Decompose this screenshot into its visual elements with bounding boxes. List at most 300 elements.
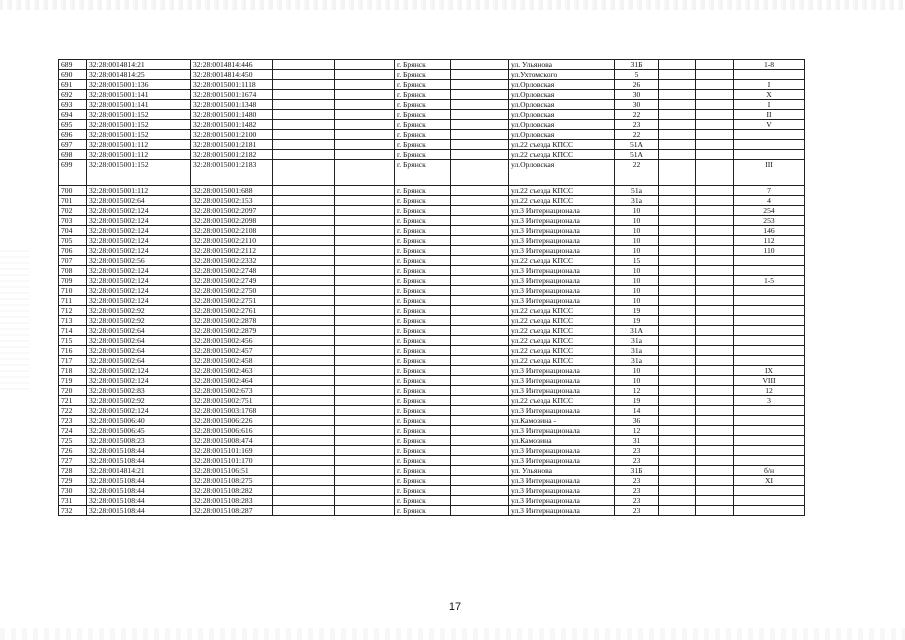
empty-cell — [696, 226, 734, 236]
row-number: 707 — [59, 256, 87, 266]
empty-cell — [451, 110, 509, 120]
premise-number-cell: III — [734, 160, 805, 186]
empty-cell — [696, 70, 734, 80]
empty-cell — [696, 276, 734, 286]
empty-cell — [659, 80, 696, 90]
empty-cell — [696, 456, 734, 466]
house-number-cell: 31а — [615, 196, 659, 206]
table-row — [59, 206, 805, 216]
city-cell: г. Брянск — [395, 456, 451, 466]
parcel-cadastral-number: 32:28:0015002:124 — [87, 406, 191, 416]
empty-cell — [451, 296, 509, 306]
empty-cell — [696, 386, 734, 396]
table-row — [59, 110, 805, 120]
city-cell: г. Брянск — [395, 226, 451, 236]
table-row — [59, 266, 805, 276]
premise-number-cell — [734, 316, 805, 326]
row-number: 703 — [59, 216, 87, 226]
house-number-cell: 19 — [615, 396, 659, 406]
street-cell: ул.3 Интернационала — [509, 236, 615, 246]
object-cadastral-number: 32:28:0015106:51 — [191, 466, 273, 476]
premise-number-cell — [734, 306, 805, 316]
empty-cell — [696, 60, 734, 70]
empty-cell — [273, 246, 335, 256]
empty-cell — [335, 316, 395, 326]
street-cell: ул.3 Интернационала — [509, 476, 615, 486]
row-number: 691 — [59, 80, 87, 90]
house-number-cell: 31а — [615, 356, 659, 366]
empty-cell — [696, 426, 734, 436]
object-cadastral-number: 32:28:0015101:169 — [191, 446, 273, 456]
parcel-cadastral-number: 32:28:0014814:21 — [87, 60, 191, 70]
object-cadastral-number: 32:28:0015001:688 — [191, 186, 273, 196]
empty-cell — [451, 456, 509, 466]
empty-cell — [451, 496, 509, 506]
street-cell: ул.Орловская — [509, 120, 615, 130]
city-cell: г. Брянск — [395, 406, 451, 416]
parcel-cadastral-number: 32:28:0015002:124 — [87, 276, 191, 286]
empty-cell — [451, 316, 509, 326]
table-row — [59, 406, 805, 416]
row-number: 731 — [59, 496, 87, 506]
row-number: 706 — [59, 246, 87, 256]
premise-number-cell — [734, 296, 805, 306]
street-cell: ул.22 съезда КПСС — [509, 196, 615, 206]
table-row — [59, 120, 805, 130]
table-row — [59, 60, 805, 70]
house-number-cell: 51а — [615, 186, 659, 196]
empty-cell — [696, 90, 734, 100]
object-cadastral-number: 32:28:0015002:2110 — [191, 236, 273, 246]
premise-number-cell: 253 — [734, 216, 805, 226]
empty-cell — [659, 316, 696, 326]
row-number: 714 — [59, 326, 87, 336]
empty-cell — [659, 396, 696, 406]
empty-cell — [335, 286, 395, 296]
table-row — [59, 476, 805, 486]
empty-cell — [335, 416, 395, 426]
empty-cell — [659, 140, 696, 150]
house-number-cell: 10 — [615, 296, 659, 306]
row-number: 702 — [59, 206, 87, 216]
empty-cell — [451, 256, 509, 266]
table-row — [59, 130, 805, 140]
table-row — [59, 90, 805, 100]
object-cadastral-number: 32:28:0014814:450 — [191, 70, 273, 80]
house-number-cell: 31а — [615, 346, 659, 356]
row-number: 732 — [59, 506, 87, 516]
house-number-cell: 31Б — [615, 466, 659, 476]
empty-cell — [335, 140, 395, 150]
empty-cell — [273, 100, 335, 110]
street-cell: ул.22 съезда КПСС — [509, 396, 615, 406]
empty-cell — [335, 216, 395, 226]
parcel-cadastral-number: 32:28:0015002:64 — [87, 336, 191, 346]
empty-cell — [273, 186, 335, 196]
empty-cell — [273, 336, 335, 346]
empty-cell — [273, 446, 335, 456]
object-cadastral-number: 32:28:0015001:1674 — [191, 90, 273, 100]
city-cell: г. Брянск — [395, 426, 451, 436]
premise-number-cell — [734, 140, 805, 150]
street-cell: ул.3 Интернационала — [509, 266, 615, 276]
object-cadastral-number: 32:28:0014814:446 — [191, 60, 273, 70]
object-cadastral-number: 32:28:0015001:2182 — [191, 150, 273, 160]
premise-number-cell: 112 — [734, 236, 805, 246]
empty-cell — [335, 70, 395, 80]
row-number: 698 — [59, 150, 87, 160]
empty-cell — [696, 416, 734, 426]
premise-number-cell: б/н — [734, 466, 805, 476]
empty-cell — [659, 466, 696, 476]
parcel-cadastral-number: 32:28:0015002:56 — [87, 256, 191, 266]
house-number-cell: 30 — [615, 100, 659, 110]
empty-cell — [696, 476, 734, 486]
empty-cell — [335, 110, 395, 120]
city-cell: г. Брянск — [395, 150, 451, 160]
empty-cell — [451, 90, 509, 100]
premise-number-cell: 1-5 — [734, 276, 805, 286]
parcel-cadastral-number: 32:28:0015002:124 — [87, 366, 191, 376]
parcel-cadastral-number: 32:28:0015002:124 — [87, 236, 191, 246]
row-number: 716 — [59, 346, 87, 356]
premise-number-cell: XI — [734, 476, 805, 486]
premise-number-cell: V — [734, 120, 805, 130]
house-number-cell: 23 — [615, 496, 659, 506]
table-row — [59, 456, 805, 466]
table-row — [59, 196, 805, 206]
empty-cell — [451, 396, 509, 406]
row-number: 713 — [59, 316, 87, 326]
empty-cell — [451, 406, 509, 416]
parcel-cadastral-number: 32:28:0015001:112 — [87, 140, 191, 150]
parcel-cadastral-number: 32:28:0015001:136 — [87, 80, 191, 90]
premise-number-cell — [734, 446, 805, 456]
scan-noise-bottom — [0, 628, 905, 640]
empty-cell — [335, 186, 395, 196]
table-row — [59, 226, 805, 236]
empty-cell — [273, 466, 335, 476]
table-row — [59, 246, 805, 256]
empty-cell — [451, 476, 509, 486]
empty-cell — [451, 266, 509, 276]
row-number: 709 — [59, 276, 87, 286]
object-cadastral-number: 32:28:0015002:2749 — [191, 276, 273, 286]
city-cell: г. Брянск — [395, 496, 451, 506]
parcel-cadastral-number: 32:28:0015108:44 — [87, 456, 191, 466]
scan-noise-left — [0, 250, 30, 390]
empty-cell — [451, 356, 509, 366]
empty-cell — [451, 100, 509, 110]
empty-cell — [696, 366, 734, 376]
registry-table — [58, 59, 805, 516]
empty-cell — [696, 376, 734, 386]
empty-cell — [273, 266, 335, 276]
table-row — [59, 80, 805, 90]
empty-cell — [451, 376, 509, 386]
street-cell: ул.22 съезда КПСС — [509, 346, 615, 356]
parcel-cadastral-number: 32:28:0015002:124 — [87, 376, 191, 386]
city-cell: г. Брянск — [395, 266, 451, 276]
empty-cell — [696, 466, 734, 476]
city-cell: г. Брянск — [395, 306, 451, 316]
parcel-cadastral-number: 32:28:0015108:44 — [87, 446, 191, 456]
city-cell: г. Брянск — [395, 236, 451, 246]
row-number: 717 — [59, 356, 87, 366]
empty-cell — [451, 150, 509, 160]
empty-cell — [273, 120, 335, 130]
empty-cell — [451, 286, 509, 296]
table-row — [59, 100, 805, 110]
object-cadastral-number: 32:28:0015001:2183 — [191, 160, 273, 186]
empty-cell — [451, 346, 509, 356]
street-cell: ул.3 Интернационала — [509, 386, 615, 396]
empty-cell — [696, 110, 734, 120]
house-number-cell: 30 — [615, 90, 659, 100]
empty-cell — [696, 216, 734, 226]
street-cell: ул.22 съезда КПСС — [509, 306, 615, 316]
empty-cell — [451, 130, 509, 140]
row-number: 697 — [59, 140, 87, 150]
empty-cell — [696, 396, 734, 406]
street-cell: ул.3 Интернационала — [509, 456, 615, 466]
premise-number-cell — [734, 496, 805, 506]
parcel-cadastral-number: 32:28:0015008:23 — [87, 436, 191, 446]
object-cadastral-number: 32:28:0015002:2751 — [191, 296, 273, 306]
empty-cell — [335, 120, 395, 130]
house-number-cell: 23 — [615, 446, 659, 456]
premise-number-cell: II — [734, 110, 805, 120]
empty-cell — [273, 130, 335, 140]
empty-cell — [696, 406, 734, 416]
empty-cell — [273, 306, 335, 316]
street-cell: ул.3 Интернационала — [509, 376, 615, 386]
parcel-cadastral-number: 32:28:0014814:25 — [87, 70, 191, 80]
empty-cell — [273, 296, 335, 306]
empty-cell — [696, 326, 734, 336]
empty-cell — [273, 356, 335, 366]
table-row — [59, 70, 805, 80]
empty-cell — [335, 396, 395, 406]
house-number-cell: 23 — [615, 456, 659, 466]
row-number: 725 — [59, 436, 87, 446]
empty-cell — [696, 436, 734, 446]
object-cadastral-number: 32:28:0015002:2750 — [191, 286, 273, 296]
premise-number-cell — [734, 486, 805, 496]
premise-number-cell: VIII — [734, 376, 805, 386]
street-cell: ул.22 съезда КПСС — [509, 336, 615, 346]
house-number-cell: 19 — [615, 316, 659, 326]
premise-number-cell — [734, 416, 805, 426]
empty-cell — [659, 110, 696, 120]
empty-cell — [659, 130, 696, 140]
empty-cell — [273, 426, 335, 436]
empty-cell — [335, 346, 395, 356]
empty-cell — [696, 306, 734, 316]
object-cadastral-number: 32:28:0015001:2181 — [191, 140, 273, 150]
premise-number-cell — [734, 426, 805, 436]
empty-cell — [335, 356, 395, 366]
premise-number-cell: IX — [734, 366, 805, 376]
empty-cell — [696, 296, 734, 306]
empty-cell — [335, 130, 395, 140]
premise-number-cell: 12 — [734, 386, 805, 396]
object-cadastral-number: 32:28:0015002:456 — [191, 336, 273, 346]
street-cell: ул.3 Интернационала — [509, 506, 615, 516]
empty-cell — [273, 496, 335, 506]
row-number: 710 — [59, 286, 87, 296]
empty-cell — [335, 196, 395, 206]
object-cadastral-number: 32:28:0015002:153 — [191, 196, 273, 206]
empty-cell — [696, 196, 734, 206]
empty-cell — [335, 326, 395, 336]
empty-cell — [273, 436, 335, 446]
street-cell: ул.Орловская — [509, 100, 615, 110]
city-cell: г. Брянск — [395, 130, 451, 140]
row-number: 692 — [59, 90, 87, 100]
empty-cell — [273, 60, 335, 70]
parcel-cadastral-number: 32:28:0015002:124 — [87, 226, 191, 236]
row-number: 726 — [59, 446, 87, 456]
row-number: 723 — [59, 416, 87, 426]
premise-number-cell — [734, 436, 805, 446]
house-number-cell: 51А — [615, 150, 659, 160]
object-cadastral-number: 32:28:0015002:751 — [191, 396, 273, 406]
empty-cell — [273, 376, 335, 386]
empty-cell — [451, 120, 509, 130]
house-number-cell: 22 — [615, 160, 659, 186]
street-cell: ул.22 съезда КПСС — [509, 150, 615, 160]
empty-cell — [335, 236, 395, 246]
street-cell: ул.3 Интернационала — [509, 426, 615, 436]
street-cell: ул.3 Интернационала — [509, 496, 615, 506]
city-cell: г. Брянск — [395, 100, 451, 110]
table-row — [59, 346, 805, 356]
empty-cell — [335, 466, 395, 476]
premise-number-cell — [734, 150, 805, 160]
house-number-cell: 14 — [615, 406, 659, 416]
empty-cell — [273, 110, 335, 120]
empty-cell — [335, 486, 395, 496]
empty-cell — [659, 266, 696, 276]
empty-cell — [659, 356, 696, 366]
city-cell: г. Брянск — [395, 140, 451, 150]
row-number: 718 — [59, 366, 87, 376]
empty-cell — [659, 476, 696, 486]
object-cadastral-number: 32:28:0015108:287 — [191, 506, 273, 516]
object-cadastral-number: 32:28:0015002:2761 — [191, 306, 273, 316]
table-row — [59, 186, 805, 196]
empty-cell — [696, 356, 734, 366]
empty-cell — [451, 140, 509, 150]
empty-cell — [335, 160, 395, 186]
house-number-cell: 10 — [615, 366, 659, 376]
premise-number-cell — [734, 286, 805, 296]
table-row — [59, 416, 805, 426]
house-number-cell: 31А — [615, 326, 659, 336]
row-number: 696 — [59, 130, 87, 140]
premise-number-cell — [734, 326, 805, 336]
empty-cell — [273, 206, 335, 216]
table-row — [59, 160, 805, 186]
empty-cell — [451, 206, 509, 216]
empty-cell — [451, 506, 509, 516]
city-cell: г. Брянск — [395, 356, 451, 366]
parcel-cadastral-number: 32:28:0015001:152 — [87, 130, 191, 140]
street-cell: ул.3 Интернационала — [509, 216, 615, 226]
empty-cell — [273, 486, 335, 496]
row-number: 705 — [59, 236, 87, 246]
empty-cell — [273, 216, 335, 226]
empty-cell — [451, 306, 509, 316]
parcel-cadastral-number: 32:28:0015002:124 — [87, 286, 191, 296]
empty-cell — [335, 296, 395, 306]
street-cell: ул.3 Интернационала — [509, 246, 615, 256]
empty-cell — [273, 256, 335, 266]
city-cell: г. Брянск — [395, 60, 451, 70]
row-number: 699 — [59, 160, 87, 186]
empty-cell — [696, 506, 734, 516]
row-number: 729 — [59, 476, 87, 486]
table-row — [59, 326, 805, 336]
row-number: 690 — [59, 70, 87, 80]
house-number-cell: 10 — [615, 246, 659, 256]
house-number-cell: 10 — [615, 236, 659, 246]
premise-number-cell: I — [734, 100, 805, 110]
table-row — [59, 446, 805, 456]
object-cadastral-number: 32:28:0015002:2098 — [191, 216, 273, 226]
parcel-cadastral-number: 32:28:0015108:44 — [87, 486, 191, 496]
empty-cell — [696, 286, 734, 296]
house-number-cell: 23 — [615, 506, 659, 516]
parcel-cadastral-number: 32:28:0015002:124 — [87, 216, 191, 226]
city-cell: г. Брянск — [395, 246, 451, 256]
empty-cell — [273, 416, 335, 426]
city-cell: г. Брянск — [395, 160, 451, 186]
empty-cell — [273, 80, 335, 90]
row-number: 711 — [59, 296, 87, 306]
parcel-cadastral-number: 32:28:0015001:141 — [87, 100, 191, 110]
city-cell: г. Брянск — [395, 446, 451, 456]
empty-cell — [335, 256, 395, 266]
street-cell: ул.Камозина - — [509, 416, 615, 426]
table-row — [59, 506, 805, 516]
street-cell: ул.Ухтомского — [509, 70, 615, 80]
street-cell: ул.3 Интернационала — [509, 406, 615, 416]
row-number: 715 — [59, 336, 87, 346]
house-number-cell: 12 — [615, 426, 659, 436]
house-number-cell: 51А — [615, 140, 659, 150]
empty-cell — [451, 236, 509, 246]
premise-number-cell: X — [734, 90, 805, 100]
empty-cell — [335, 456, 395, 466]
row-number: 694 — [59, 110, 87, 120]
house-number-cell: 10 — [615, 266, 659, 276]
object-cadastral-number: 32:28:0015002:2108 — [191, 226, 273, 236]
empty-cell — [273, 456, 335, 466]
empty-cell — [696, 316, 734, 326]
parcel-cadastral-number: 32:28:0014814:21 — [87, 466, 191, 476]
premise-number-cell — [734, 406, 805, 416]
house-number-cell: 12 — [615, 386, 659, 396]
row-number: 693 — [59, 100, 87, 110]
object-cadastral-number: 32:28:0015002:457 — [191, 346, 273, 356]
street-cell: ул.22 съезда КПСС — [509, 326, 615, 336]
table-row — [59, 140, 805, 150]
empty-cell — [696, 256, 734, 266]
city-cell: г. Брянск — [395, 416, 451, 426]
house-number-cell: 22 — [615, 130, 659, 140]
